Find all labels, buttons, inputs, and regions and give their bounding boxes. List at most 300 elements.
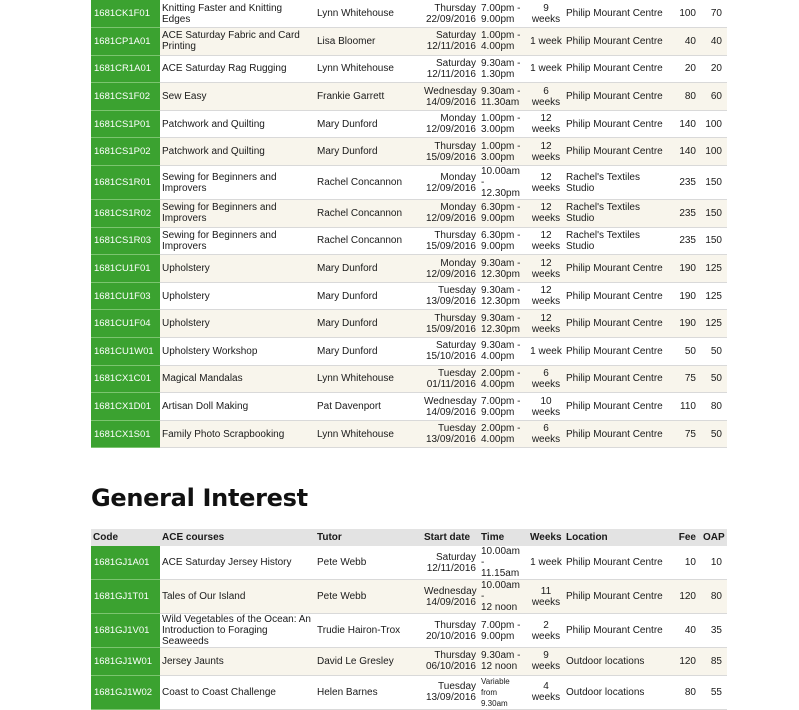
start-date — [422, 580, 479, 614]
course-oap-fee: 150 — [701, 200, 727, 228]
course-tutor: Helen Barnes — [315, 675, 422, 709]
time-end: 9.00pm — [481, 406, 515, 418]
weeks-unit: weeks — [531, 268, 561, 280]
time-start: 2.00pm - — [481, 423, 521, 435]
course-location: Philip Mourant Centre — [564, 28, 672, 56]
course-weeks — [528, 83, 564, 111]
course-time — [479, 227, 528, 255]
course-fee: 190 — [672, 282, 701, 310]
course-location: Philip Mourant Centre — [564, 138, 672, 166]
time-end: 12 noon — [481, 602, 518, 613]
header-tutor: Tutor — [317, 532, 342, 543]
time-start: 10.00am - — [481, 580, 520, 602]
weeks-count: 12 — [540, 171, 552, 183]
course-location: Philip Mourant Centre — [564, 365, 672, 393]
time-start: 9.30am - — [481, 257, 521, 269]
time-start: 7.00pm - — [481, 2, 521, 14]
time-start: 6.30pm - — [481, 229, 521, 241]
time-end: 4.00pm — [481, 434, 515, 446]
course-location: Philip Mourant Centre — [564, 614, 672, 648]
weeks-count: 12 — [540, 202, 552, 214]
time-start: 7.00pm - — [481, 395, 521, 407]
general-interest-body — [91, 546, 727, 709]
course-weeks — [528, 338, 564, 366]
start-day: Monday — [440, 257, 476, 269]
course-location: Philip Mourant Centre — [564, 393, 672, 421]
course-title: Sewing for Beginners and Improvers — [160, 227, 315, 255]
course-tutor: Trudie Hairon-Trox — [315, 614, 422, 648]
time-end: 12.30pm — [481, 268, 520, 280]
course-code: 1681CS1P02 — [91, 138, 160, 166]
course-weeks — [528, 55, 564, 83]
course-time — [479, 28, 528, 56]
table-row — [91, 614, 727, 648]
start-date — [422, 55, 479, 83]
time-start: 1.00pm - — [481, 113, 521, 125]
course-time — [479, 420, 528, 448]
start-day: Thursday — [434, 619, 476, 631]
course-weeks — [528, 28, 564, 56]
start-day: Monday — [440, 171, 476, 183]
course-weeks — [528, 546, 564, 580]
course-oap-fee: 20 — [701, 55, 727, 83]
course-oap-fee: 100 — [701, 110, 727, 138]
course-oap-fee: 70 — [701, 0, 727, 28]
course-fee: 10 — [672, 546, 701, 580]
course-time — [479, 393, 528, 421]
course-oap-fee: 50 — [701, 365, 727, 393]
course-weeks — [528, 138, 564, 166]
course-time — [479, 110, 528, 138]
time-end: 11.15am — [481, 568, 520, 579]
time-start: 9.30am - — [481, 85, 521, 97]
course-code: 1681CR1A01 — [91, 55, 160, 83]
course-location: Philip Mourant Centre — [564, 282, 672, 310]
course-title: Upholstery — [160, 282, 315, 310]
time-end: 9.00pm — [481, 213, 515, 225]
course-title: Knitting Faster and Knitting Edges — [160, 0, 315, 28]
course-fee: 80 — [672, 83, 701, 111]
start-date-value: 12/11/2016 — [426, 68, 476, 80]
weeks-unit: weeks — [531, 124, 561, 136]
course-fee: 190 — [672, 255, 701, 283]
course-tutor: Mary Dunford — [315, 110, 422, 138]
course-weeks — [528, 282, 564, 310]
course-title: Sewing for Beginners and Improvers — [160, 166, 315, 200]
course-title: Sewing for Beginners and Improvers — [160, 200, 315, 228]
weeks-unit: weeks — [531, 692, 561, 704]
course-code: 1681GJ1W01 — [91, 648, 160, 676]
course-title: Artisan Doll Making — [160, 393, 315, 421]
time-end: 12.30pm — [481, 188, 520, 200]
start-date-value: 13/09/2016 — [425, 692, 476, 704]
course-fee: 140 — [672, 138, 701, 166]
course-oap-fee: 40 — [701, 28, 727, 56]
course-oap-fee: 150 — [701, 166, 727, 200]
weeks-unit: weeks — [531, 182, 561, 194]
course-weeks — [528, 393, 564, 421]
start-date-value: 15/09/2016 — [425, 151, 476, 163]
weeks-unit: weeks — [531, 378, 561, 390]
start-day: Wednesday — [424, 85, 477, 97]
start-date — [422, 365, 479, 393]
weeks-unit: weeks — [531, 434, 561, 446]
course-time — [479, 675, 528, 709]
time-start: 6.30pm - — [481, 202, 521, 214]
course-tutor: Frankie Garrett — [315, 83, 422, 111]
course-tutor: Pat Davenport — [315, 393, 422, 421]
course-time — [479, 648, 528, 676]
start-date-value: 12/11/2016 — [426, 562, 476, 574]
time-end: 4.00pm — [481, 351, 515, 363]
start-date — [422, 200, 479, 228]
course-weeks — [528, 200, 564, 228]
start-date — [422, 393, 479, 421]
course-tutor: Mary Dunford — [315, 338, 422, 366]
course-fee: 110 — [672, 393, 701, 421]
start-date-value: 12/11/2016 — [426, 41, 476, 53]
course-code: 1681CS1F02 — [91, 83, 160, 111]
course-location: Philip Mourant Centre — [564, 83, 672, 111]
start-day: Thursday — [434, 229, 476, 241]
weeks-unit: weeks — [531, 630, 561, 642]
weeks-count: 11 — [540, 585, 552, 597]
course-code: 1681CU1F01 — [91, 255, 160, 283]
weeks-count: 2 — [543, 619, 549, 631]
weeks-count: 4 — [543, 681, 549, 693]
course-title: Magical Mandalas — [160, 365, 315, 393]
course-oap-fee: 125 — [701, 255, 727, 283]
weeks-count: 1 week — [530, 35, 562, 47]
time-end: 12.30pm — [481, 296, 520, 308]
table-row — [91, 393, 727, 421]
start-date-value: 22/09/2016 — [425, 13, 476, 25]
course-location: Philip Mourant Centre — [564, 420, 672, 448]
weeks-count: 1 week — [530, 557, 562, 568]
course-title: Sew Easy — [160, 83, 315, 111]
table-row — [91, 255, 727, 283]
course-code: 1681CS1P01 — [91, 110, 160, 138]
course-weeks — [528, 580, 564, 614]
course-oap-fee: 60 — [701, 83, 727, 111]
course-time — [479, 0, 528, 28]
table-row — [91, 310, 727, 338]
course-title: ACE Saturday Fabric and Card Printing — [160, 28, 315, 56]
header-weeks: Weeks — [530, 532, 562, 543]
course-fee: 235 — [672, 227, 701, 255]
time-end: 4.00pm — [481, 378, 515, 390]
course-fee: 40 — [672, 28, 701, 56]
course-code: 1681GJ1A01 — [91, 546, 160, 580]
course-tutor: Lynn Whitehouse — [315, 420, 422, 448]
course-oap-fee: 10 — [701, 546, 727, 580]
header-code: Code — [93, 532, 118, 543]
course-code: 1681CS1R02 — [91, 200, 160, 228]
weeks-count: 9 — [543, 2, 549, 14]
course-fee: 20 — [672, 55, 701, 83]
header-start-date: Start date — [424, 532, 471, 543]
course-weeks — [528, 648, 564, 676]
course-code: 1681CK1F01 — [91, 0, 160, 28]
course-weeks — [528, 166, 564, 200]
start-day: Tuesday — [438, 285, 476, 297]
weeks-unit: weeks — [531, 96, 561, 108]
start-date-value: 14/09/2016 — [425, 406, 476, 418]
start-date — [422, 675, 479, 709]
course-weeks — [528, 310, 564, 338]
course-time — [479, 338, 528, 366]
start-date — [422, 282, 479, 310]
time-start: 9.30am - — [481, 312, 521, 324]
course-code: 1681CP1A01 — [91, 28, 160, 56]
course-time — [479, 255, 528, 283]
course-code: 1681CU1W01 — [91, 338, 160, 366]
course-fee: 50 — [672, 338, 701, 366]
table-row — [91, 365, 727, 393]
course-tutor: David Le Gresley — [315, 648, 422, 676]
course-oap-fee: 55 — [701, 675, 727, 709]
start-date-value: 13/09/2016 — [425, 296, 476, 308]
course-time — [479, 580, 528, 614]
start-day: Wednesday — [424, 395, 477, 407]
start-day: Tuesday — [438, 681, 476, 693]
course-time — [479, 138, 528, 166]
course-location: Philip Mourant Centre — [564, 255, 672, 283]
time-start: 10.00am - — [481, 546, 520, 568]
course-time — [479, 365, 528, 393]
course-location: Outdoor locations — [564, 675, 672, 709]
course-weeks — [528, 614, 564, 648]
start-date-value: 12/09/2016 — [425, 124, 476, 136]
course-location: Rachel's Textiles Studio — [564, 227, 672, 255]
table-row — [91, 675, 727, 709]
start-date-value: 12/09/2016 — [425, 182, 476, 194]
table-row — [91, 580, 727, 614]
course-fee: 80 — [672, 675, 701, 709]
time-end: 1.30pm — [481, 68, 515, 80]
header-time: Time — [481, 532, 505, 543]
time-end: 12.30pm — [481, 323, 520, 335]
weeks-unit: weeks — [531, 13, 561, 25]
course-title: Upholstery — [160, 255, 315, 283]
time-end: 3.00pm — [481, 124, 515, 136]
course-location: Philip Mourant Centre — [564, 338, 672, 366]
course-location: Rachel's Textiles Studio — [564, 200, 672, 228]
course-fee: 190 — [672, 310, 701, 338]
course-tutor: Lynn Whitehouse — [315, 0, 422, 28]
course-code: 1681CS1R01 — [91, 166, 160, 200]
course-tutor: Lisa Bloomer — [315, 28, 422, 56]
course-fee: 120 — [672, 580, 701, 614]
weeks-unit: weeks — [531, 323, 561, 335]
start-date — [422, 227, 479, 255]
course-title: Family Photo Scrapbooking — [160, 420, 315, 448]
weeks-count: 6 — [543, 85, 549, 97]
craft-courses-body — [91, 0, 727, 448]
header-fee: Fee — [678, 532, 696, 543]
weeks-count: 1 week — [530, 63, 562, 75]
course-oap-fee: 80 — [701, 580, 727, 614]
course-code: 1681GJ1W02 — [91, 675, 160, 709]
course-fee: 235 — [672, 200, 701, 228]
weeks-unit: weeks — [531, 661, 561, 673]
time-end: 12 noon — [481, 661, 518, 673]
course-location: Philip Mourant Centre — [564, 110, 672, 138]
start-date — [422, 255, 479, 283]
course-tutor: Rachel Concannon — [315, 166, 422, 200]
course-tutor: Pete Webb — [315, 546, 422, 580]
start-date-value: 14/09/2016 — [425, 596, 476, 608]
time-start: 1.00pm - — [481, 30, 521, 42]
header-location: Location — [566, 532, 608, 543]
course-weeks — [528, 420, 564, 448]
craft-courses-table — [91, 0, 727, 448]
time-start: 2.00pm - — [481, 367, 521, 379]
time-end: 4.00pm — [481, 41, 515, 53]
course-fee: 235 — [672, 166, 701, 200]
course-code: 1681CX1C01 — [91, 365, 160, 393]
course-weeks — [528, 0, 564, 28]
course-title: Upholstery — [160, 310, 315, 338]
course-fee: 140 — [672, 110, 701, 138]
course-weeks — [528, 227, 564, 255]
table-row — [91, 648, 727, 676]
time-start: 10.00am - — [481, 166, 520, 189]
start-date-value: 13/09/2016 — [425, 434, 476, 446]
start-day: Saturday — [435, 57, 476, 69]
table-row — [91, 282, 727, 310]
time-start: 1.00pm - — [481, 140, 521, 152]
course-title: Patchwork and Quilting — [160, 138, 315, 166]
start-day: Wednesday — [424, 585, 477, 597]
course-oap-fee: 85 — [701, 648, 727, 676]
start-date — [422, 310, 479, 338]
course-oap-fee: 150 — [701, 227, 727, 255]
start-day: Monday — [440, 202, 476, 214]
course-weeks — [528, 255, 564, 283]
course-fee: 40 — [672, 614, 701, 648]
table-row — [91, 166, 727, 200]
start-date-value: 12/09/2016 — [425, 213, 476, 225]
course-title: Jersey Jaunts — [160, 648, 315, 676]
start-date-value: 01/11/2016 — [426, 378, 476, 390]
course-fee: 120 — [672, 648, 701, 676]
start-date — [422, 420, 479, 448]
start-date-value: 12/09/2016 — [425, 268, 476, 280]
course-code: 1681CX1D01 — [91, 393, 160, 421]
start-date — [422, 166, 479, 200]
time-start: 9.30am - — [481, 285, 521, 297]
course-oap-fee: 100 — [701, 138, 727, 166]
start-date-value: 15/09/2016 — [425, 240, 476, 252]
course-location: Philip Mourant Centre — [564, 580, 672, 614]
course-time — [479, 166, 528, 200]
course-code: 1681CS1R03 — [91, 227, 160, 255]
start-day: Thursday — [434, 650, 476, 662]
course-tutor: Lynn Whitehouse — [315, 365, 422, 393]
course-oap-fee: 35 — [701, 614, 727, 648]
course-title: Patchwork and Quilting — [160, 110, 315, 138]
weeks-count: 12 — [540, 113, 552, 125]
course-time — [479, 83, 528, 111]
start-day: Saturday — [435, 30, 476, 42]
course-location: Rachel's Textiles Studio — [564, 166, 672, 200]
time-end: 9.00pm — [481, 13, 515, 25]
weeks-unit: weeks — [531, 240, 561, 252]
course-fee: 75 — [672, 365, 701, 393]
start-date-value: 20/10/2016 — [425, 630, 476, 642]
start-date — [422, 0, 479, 28]
header-course: ACE courses — [162, 532, 225, 543]
course-oap-fee: 125 — [701, 310, 727, 338]
course-weeks — [528, 365, 564, 393]
course-oap-fee: 50 — [701, 338, 727, 366]
course-tutor: Mary Dunford — [315, 138, 422, 166]
table-row — [91, 0, 727, 28]
table-row — [91, 227, 727, 255]
course-location: Philip Mourant Centre — [564, 546, 672, 580]
weeks-count: 6 — [543, 423, 549, 435]
course-tutor: Rachel Concannon — [315, 227, 422, 255]
weeks-count: 12 — [540, 140, 552, 152]
course-code: 1681CX1S01 — [91, 420, 160, 448]
course-time — [479, 282, 528, 310]
table-row — [91, 338, 727, 366]
start-day: Thursday — [434, 140, 476, 152]
header-oap: OAP — [703, 532, 725, 543]
course-time — [479, 546, 528, 580]
course-code: 1681CU1F03 — [91, 282, 160, 310]
table-row — [91, 28, 727, 56]
time-end: 9.00pm — [481, 240, 515, 252]
course-fee: 100 — [672, 0, 701, 28]
start-date — [422, 138, 479, 166]
table-row — [91, 110, 727, 138]
weeks-count: 6 — [543, 367, 549, 379]
time-end: 9.30am — [481, 698, 508, 708]
section-heading: General Interest — [91, 484, 308, 512]
weeks-unit: weeks — [531, 296, 561, 308]
start-date-value: 06/10/2016 — [425, 661, 476, 673]
start-day: Monday — [440, 113, 476, 125]
time-end: 9.00pm — [481, 630, 515, 642]
start-date-value: 15/09/2016 — [425, 323, 476, 335]
course-tutor: Mary Dunford — [315, 310, 422, 338]
course-tutor: Mary Dunford — [315, 282, 422, 310]
time-start: 9.30am - — [481, 650, 521, 662]
weeks-count: 10 — [540, 395, 552, 407]
course-time — [479, 200, 528, 228]
general-interest-table — [91, 529, 727, 710]
weeks-unit: weeks — [531, 151, 561, 163]
course-tutor: Rachel Concannon — [315, 200, 422, 228]
course-title: ACE Saturday Rag Rugging — [160, 55, 315, 83]
start-date-value: 15/10/2016 — [425, 351, 476, 363]
table-row — [91, 138, 727, 166]
course-oap-fee: 50 — [701, 420, 727, 448]
course-location: Philip Mourant Centre — [564, 0, 672, 28]
time-start: 7.00pm - — [481, 619, 521, 631]
course-title: ACE Saturday Jersey History — [160, 546, 315, 580]
time-start: 9.30am - — [481, 57, 521, 69]
course-time — [479, 310, 528, 338]
time-start: 9.30am - — [481, 340, 521, 352]
course-tutor: Mary Dunford — [315, 255, 422, 283]
start-date — [422, 28, 479, 56]
course-weeks — [528, 675, 564, 709]
start-day: Tuesday — [438, 423, 476, 435]
course-code: 1681CU1F04 — [91, 310, 160, 338]
